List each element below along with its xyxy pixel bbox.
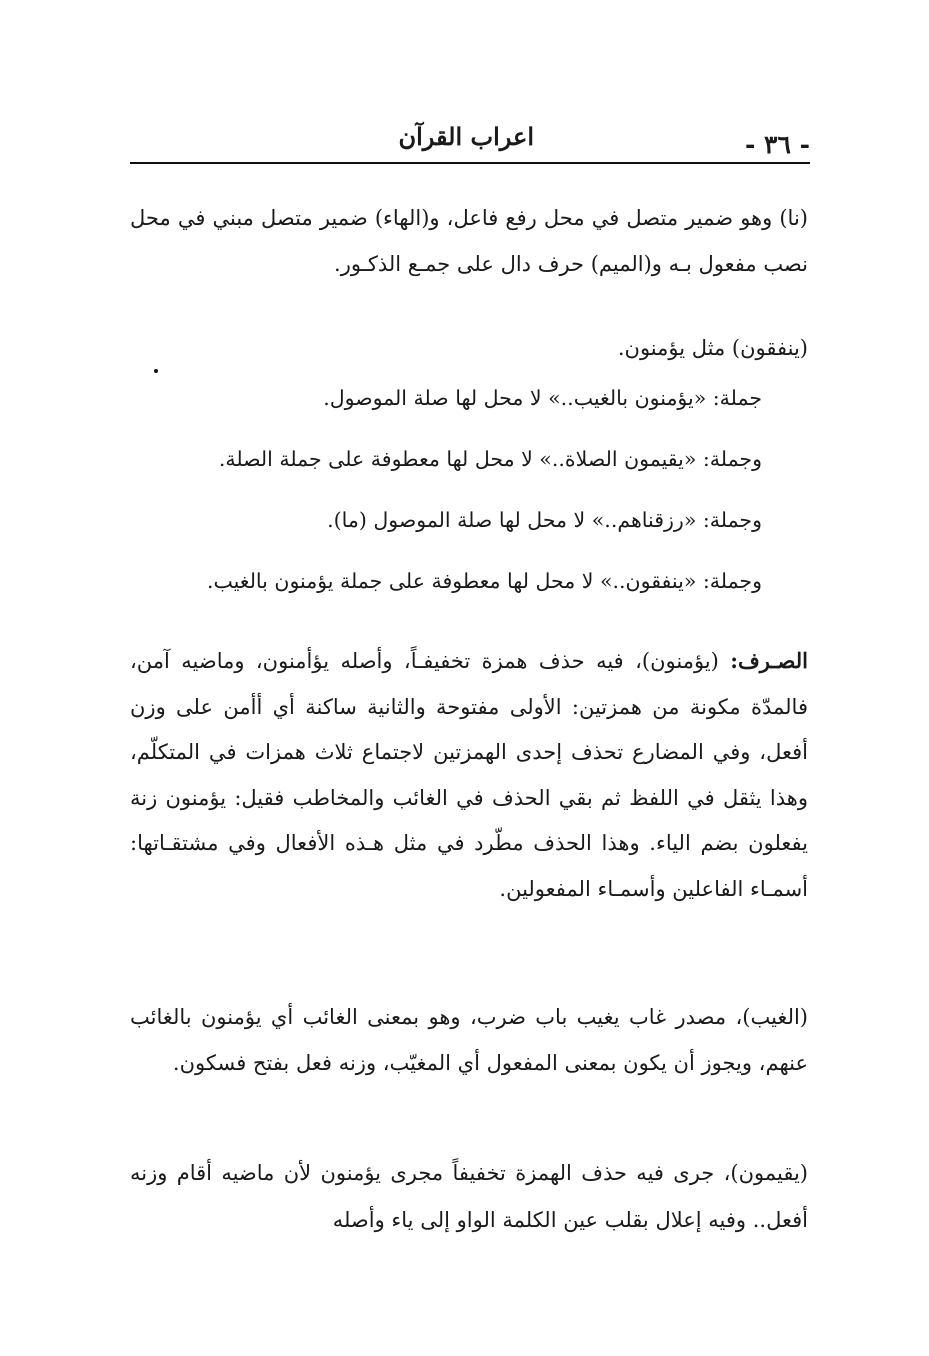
list-item: وجملة: «ينفقون..» لا محل لها معطوفة على جملة يؤمنون بالغيب. [206, 569, 762, 593]
paragraph-morphology [130, 638, 808, 912]
paragraph-yunfiqun: (ينفقون) مثل يؤمنون. [617, 336, 808, 360]
list-item: جملة: «يؤمنون بالغيب..» لا محل لها صلة الموصول. [323, 386, 762, 410]
morphology-text: (يؤمنون)، فيه حذف همزة تخفيفـاً، وأصله يؤأمنون، وماضيه آمن، فالمدّة مكونة من همزتين: الأولى مفتوحة والثانية ساكنة أي أأمن على وزن أفعل، وفي المضارع تحذف إحدى الهمزتين لاجتماع ثلاث همزات في المتكلّم، وهذا يثقل في اللفظ ثم بقي الحذف في الغائب والمخاطب فقيل: يؤمنون زنة يفعلون بضم الياء. وهذا الحذف مطّرد في مثل هـذه الأفعال وفي مشتقـاتها: أسمـاء الفاعلين وأسمـاء المفعولين. [130, 649, 808, 901]
stray-dot [154, 369, 158, 373]
list-item: وجملة: «رزقناهم..» لا محل لها صلة الموصول (ما). [327, 508, 762, 532]
page-number: - ٣٦ - [744, 130, 810, 159]
page-header [130, 118, 810, 164]
paragraph-yuqimun: (يقيمون)، جرى فيه حذف الهمزة تخفيفاً مجرى يؤمنون لأن ماضيه أقام وزنه أفعل.. وفيه إعلال بقلب عين الكلمة الواو إلى ياء وأصله [130, 1161, 808, 1232]
paragraph-pronoun-analysis: (نا) وهو ضمير متصل في محل رفع فاعل، و(الهاء) ضمير متصل مبني في محل نصب مفعول بـه و(الميم) حرف دال على جمـع الذكـور. [130, 206, 808, 276]
book-title: اعراب القرآن [398, 122, 534, 151]
header-rule [130, 162, 810, 164]
sentence-analysis-list [140, 378, 762, 622]
list-item: وجملة: «يقيمون الصلاة..» لا محل لها معطوفة على جملة الصلة. [218, 447, 762, 471]
morphology-heading: الصـرف: [730, 648, 808, 673]
paragraph-ghayb: (الغيب)، مصدر غاب يغيب باب ضرب، وهو بمعنى الغائب أي يؤمنون بالغائب عنهم، ويجوز أن يكون بمعنى المفعول أي المغيّب، وزنه فعل بفتح فسكون. [130, 1005, 808, 1075]
